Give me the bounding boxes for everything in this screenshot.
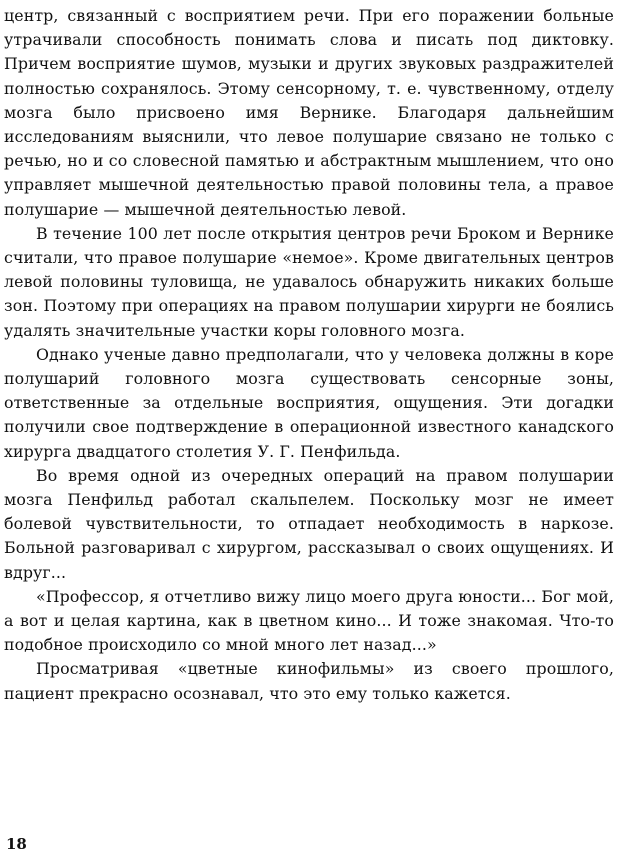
paragraph-3: Однако ученые давно предполагали, что у человека должны в коре полушарий головного мозга существовать сенсорные зоны, ответственные за отдельные восприятия, ощущения. Эти догадки получили свое подтверждение в операционной известного канадского хирурга двадцатого столетия У. Г. Пенфильда. bbox=[4, 344, 614, 461]
body-text bbox=[4, 4, 614, 706]
paragraph-5: «Профессор, я отчетливо вижу лицо моего друга юности... Бог мой, а вот и целая картина, как в цветном кино... И тоже знакомая. Что-то подобное происходило со мной много лет назад...» bbox=[4, 586, 614, 655]
paragraph-4: Во время одной из очередных операций на правом полушарии мозга Пенфильд работал скальпелем. Поскольку мозг не имеет болевой чувствительности, то отпадает необходимость в наркозе. Больной разговаривал с хирургом, рассказывал о своих ощущениях. И вдруг... bbox=[4, 465, 614, 582]
paragraph-1: центр, связанный с восприятием речи. При его поражении больные утрачивали способность понимать слова и писать под диктовку. Причем восприятие шумов, музыки и других звуковых раздражителей полностью сохранялось. Этому сенсорному, т. е. чувственному, отделу мозга было присвоено имя Вернике. Благодаря дальнейшим исследованиям выяснили, что левое полушарие связано не только с речью, но и со словесной памятью и абстрактным мышлением, что оно управляет мышечной деятельностью правой половины тела, а правое полушарие — мышечной деятельностью левой. bbox=[4, 6, 614, 219]
paragraph-6: Просматривая «цветные кинофильмы» из своего прошлого, пациент прекрасно осознавал, что это ему только кажется. bbox=[4, 659, 614, 703]
page-number: 18 bbox=[6, 835, 27, 853]
paragraph-2: В течение 100 лет после открытия центров речи Броком и Вернике считали, что правое полушарие «немое». Кроме двигательных центров левой половины туловища, не удавалось обнаружить никаких больше зон. Поэтому при операциях на правом полушарии хирурги не боялись удалять значительные участки коры головного мозга. bbox=[4, 223, 614, 340]
